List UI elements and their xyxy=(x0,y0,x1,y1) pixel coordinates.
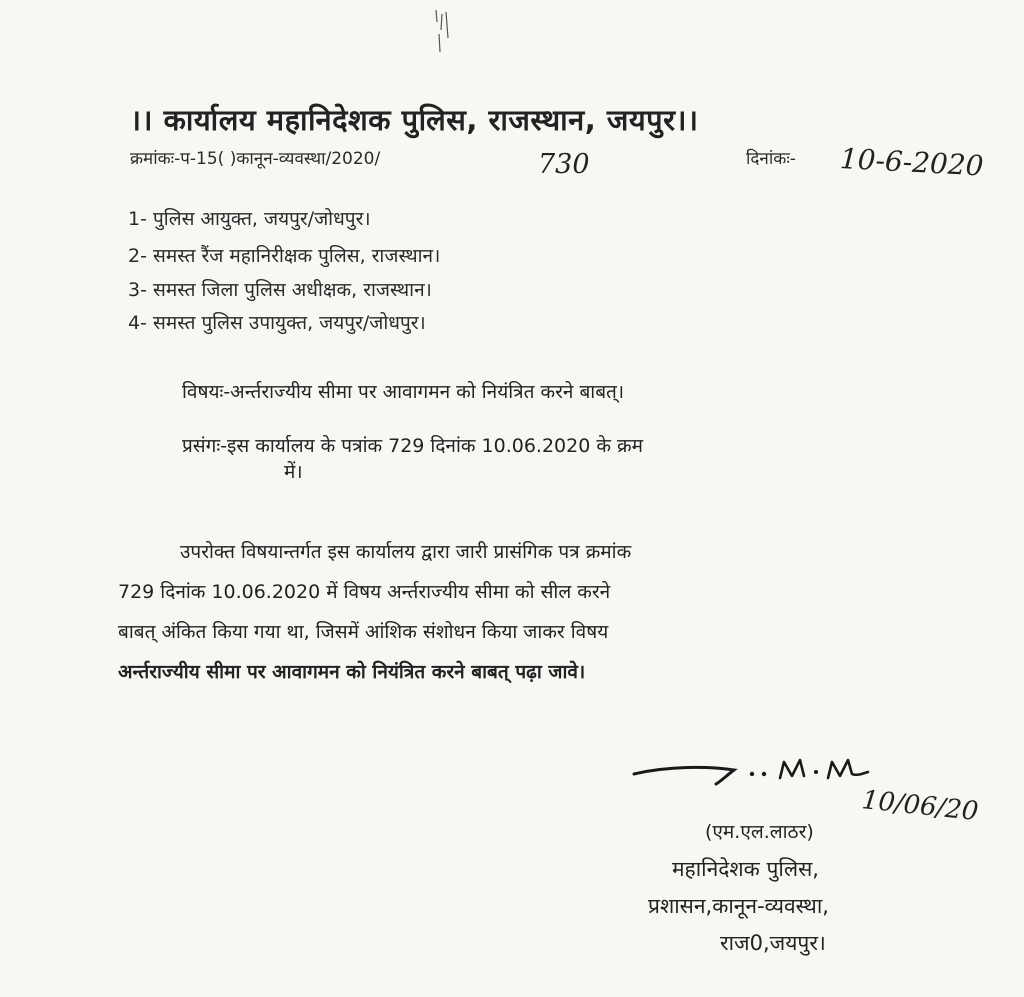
recipient-item: 3- समस्त जिला पुलिस अधीक्षक, राजस्थान। xyxy=(128,279,432,301)
date-label: दिनांकः- xyxy=(746,149,796,169)
office-header: ।। कार्यालय महानिदेशक पुलिस, राजस्थान, जयपुर।। xyxy=(130,103,699,137)
scan-mark xyxy=(430,8,454,58)
reference-number-prefix: क्रमांकः-प-15( )कानून-व्यवस्था/2020/ xyxy=(130,149,381,169)
date-value: 10-6-2020 xyxy=(839,142,985,183)
handwritten-signature xyxy=(628,752,888,812)
body-paragraph-line: 729 दिनांक 10.06.2020 में विषय अर्न्तराज्यीय सीमा को सील करने xyxy=(118,581,611,603)
signatory-title-line: महानिदेशक पुलिस, xyxy=(672,857,819,881)
reference-line-2: में। xyxy=(284,461,303,483)
recipient-item: 1- पुलिस आयुक्त, जयपुर/जोधपुर। xyxy=(128,208,371,230)
reference-line-1: प्रसंगः-इस कार्यालय के पत्रांक 729 दिनांक 10.06.2020 के क्रम xyxy=(182,435,643,457)
signatory-name: (एम.एल.लाठर) xyxy=(705,821,814,843)
signature-date: 10/06/20 xyxy=(860,785,980,828)
body-paragraph-line: उपरोक्त विषयान्तर्गत इस कार्यालय द्वारा जारी प्रासंगिक पत्र क्रमांक xyxy=(180,541,632,563)
reference-number: 730 xyxy=(538,149,590,180)
subject-line: विषयः-अर्न्तराज्यीय सीमा पर आवागमन को नियंत्रित करने बाबत्। xyxy=(182,381,625,403)
recipient-item: 2- समस्त रैंज महानिरीक्षक पुलिस, राजस्थान। xyxy=(128,245,441,267)
body-paragraph-line: बाबत् अंकित किया गया था, जिसमें आंशिक संशोधन किया जाकर विषय xyxy=(118,621,609,643)
recipient-item: 4- समस्त पुलिस उपायुक्त, जयपुर/जोधपुर। xyxy=(128,312,426,334)
signatory-title-line: प्रशासन,कानून-व्यवस्था, xyxy=(648,894,829,918)
signatory-title-line: राज0,जयपुर। xyxy=(720,931,826,955)
body-paragraph-line: अर्न्तराज्यीय सीमा पर आवागमन को नियंत्रित करने बाबत् पढ़ा जावे। xyxy=(118,661,586,683)
